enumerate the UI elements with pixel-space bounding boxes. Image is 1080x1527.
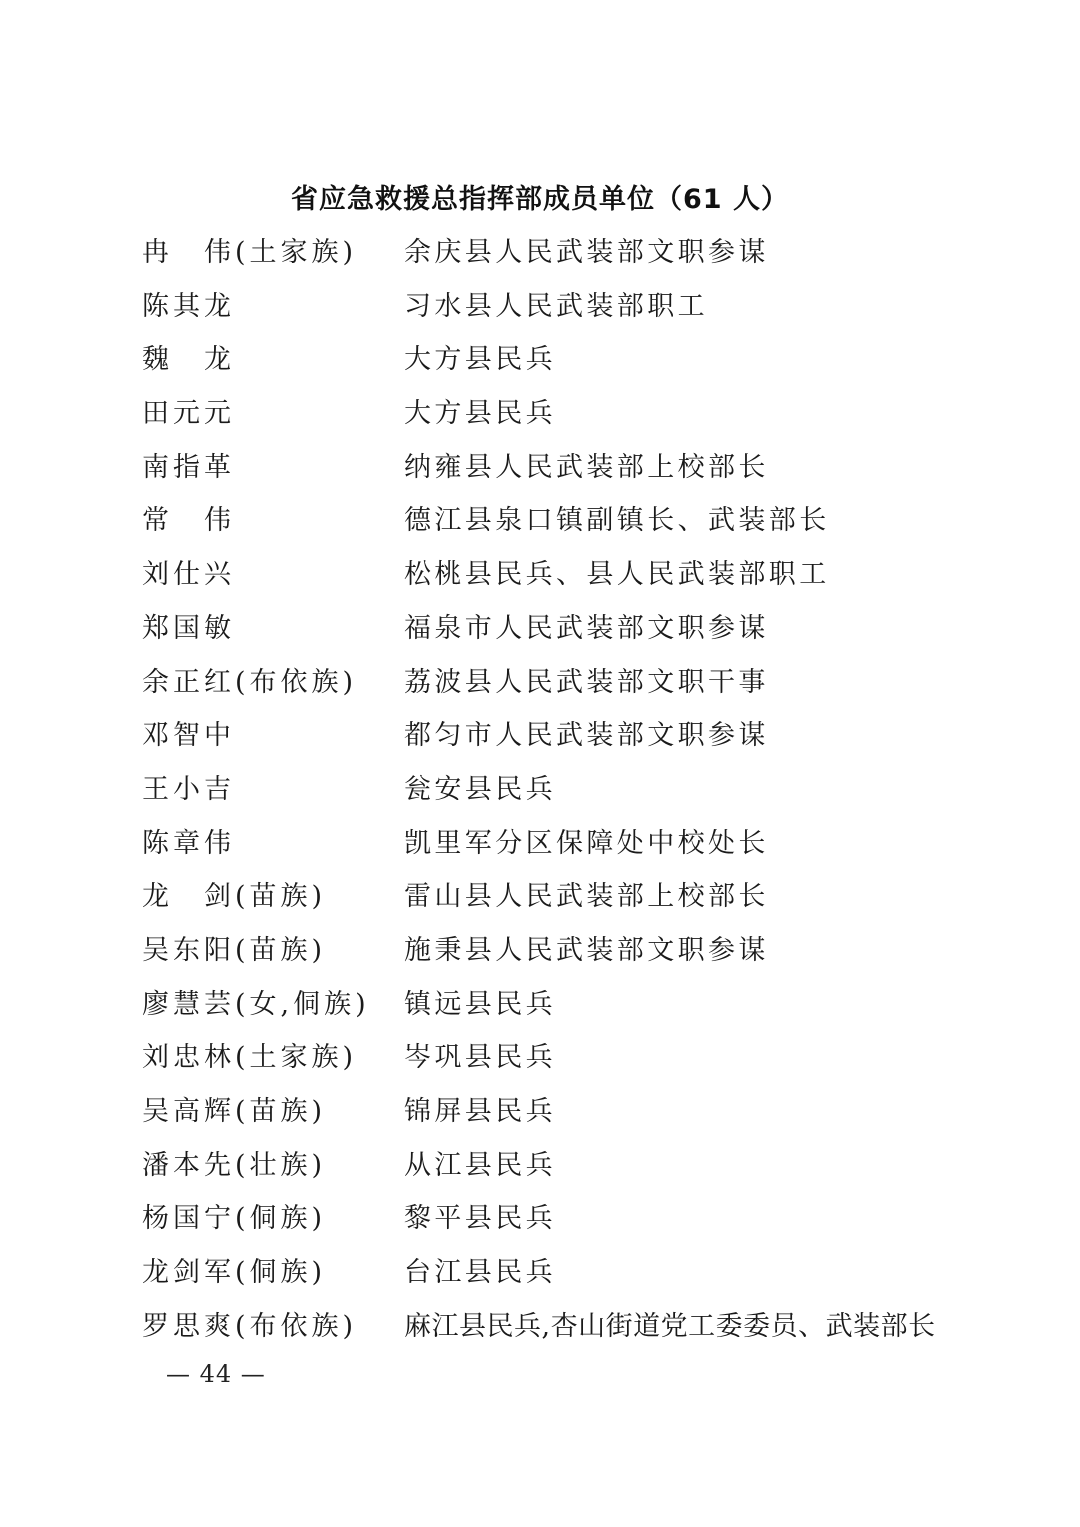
member-organization: 凯里军分区保障处中校处长: [404, 827, 769, 859]
member-name: 余正红(布依族): [142, 666, 358, 698]
list-item: [142, 1031, 972, 1085]
member-organization: 台江县民兵: [404, 1257, 556, 1289]
member-organization: 锦屏县民兵: [404, 1096, 556, 1127]
list-item: [142, 1085, 972, 1139]
member-name: 吴东阳(苗族): [142, 934, 327, 966]
member-organization: 雷山县人民武装部上校部长: [404, 881, 769, 913]
list-item: [142, 709, 972, 763]
member-name: 刘仕兴: [142, 559, 235, 591]
list-item: [142, 226, 972, 280]
list-item: [142, 1246, 972, 1300]
member-organization: 岑巩县民兵: [404, 1042, 556, 1074]
member-name: 刘忠林(土家族): [142, 1042, 358, 1074]
list-item: [142, 280, 972, 334]
member-name: 陈章伟: [142, 827, 235, 859]
member-name: 吴高辉(苗族): [142, 1096, 327, 1127]
member-organization: 麻江县民兵,杏山街道党工委委员、武装部长: [404, 1310, 936, 1342]
page-number: — 44 —: [166, 1360, 266, 1388]
member-organization: 习水县人民武装部职工: [404, 290, 708, 322]
list-item: [142, 333, 972, 387]
list-item: [142, 978, 972, 1032]
member-name: 冉 伟(土家族): [142, 237, 358, 268]
list-item: [142, 763, 972, 817]
member-organization: 大方县民兵: [404, 398, 556, 430]
member-organization: 余庆县人民武装部文职参谋: [404, 237, 769, 268]
member-name: 陈其龙: [142, 290, 235, 322]
list-item: [142, 924, 972, 978]
member-name: 罗思爽(布依族): [142, 1310, 358, 1342]
list-item: [142, 548, 972, 602]
list-item: [142, 1300, 972, 1354]
member-organization: 施秉县人民武装部文职参谋: [404, 934, 769, 966]
member-organization: 荔波县人民武装部文职干事: [404, 666, 769, 698]
list-item: [142, 602, 972, 656]
member-organization: 黎平县民兵: [404, 1203, 556, 1235]
member-list: [142, 226, 972, 1353]
list-item: [142, 817, 972, 871]
member-name: 田元元: [142, 398, 235, 430]
member-organization: 松桃县民兵、县人民武装部职工: [404, 559, 830, 591]
member-organization: 镇远县民兵: [404, 988, 556, 1020]
member-name: 杨国宁(侗族): [142, 1203, 327, 1235]
member-organization: 大方县民兵: [404, 344, 556, 376]
list-item: [142, 441, 972, 495]
member-organization: 福泉市人民武装部文职参谋: [404, 612, 769, 644]
list-item: [142, 494, 972, 548]
member-name: 邓智中: [142, 720, 235, 752]
list-item: [142, 870, 972, 924]
member-name: 常 伟: [142, 505, 235, 537]
member-organization: 纳雍县人民武装部上校部长: [404, 451, 769, 483]
member-name: 南指革: [142, 451, 235, 483]
list-item: [142, 1139, 972, 1193]
member-organization: 从江县民兵: [404, 1149, 556, 1181]
member-name: 王小吉: [142, 773, 235, 805]
list-item: [142, 387, 972, 441]
member-name: 郑国敏: [142, 612, 235, 644]
list-item: [142, 1192, 972, 1246]
member-organization: 德江县泉口镇副镇长、武装部长: [404, 505, 830, 537]
member-name: 魏 龙: [142, 344, 235, 376]
member-name: 潘本先(壮族): [142, 1149, 327, 1181]
list-item: [142, 656, 972, 710]
member-name: 龙 剑(苗族): [142, 881, 327, 913]
member-organization: 都匀市人民武装部文职参谋: [404, 720, 769, 752]
member-organization: 瓮安县民兵: [404, 773, 556, 805]
member-name: 廖慧芸(女,侗族): [142, 988, 370, 1020]
member-name: 龙剑军(侗族): [142, 1257, 327, 1289]
page-title: 省应急救援总指挥部成员单位（61 人）: [291, 184, 789, 215]
